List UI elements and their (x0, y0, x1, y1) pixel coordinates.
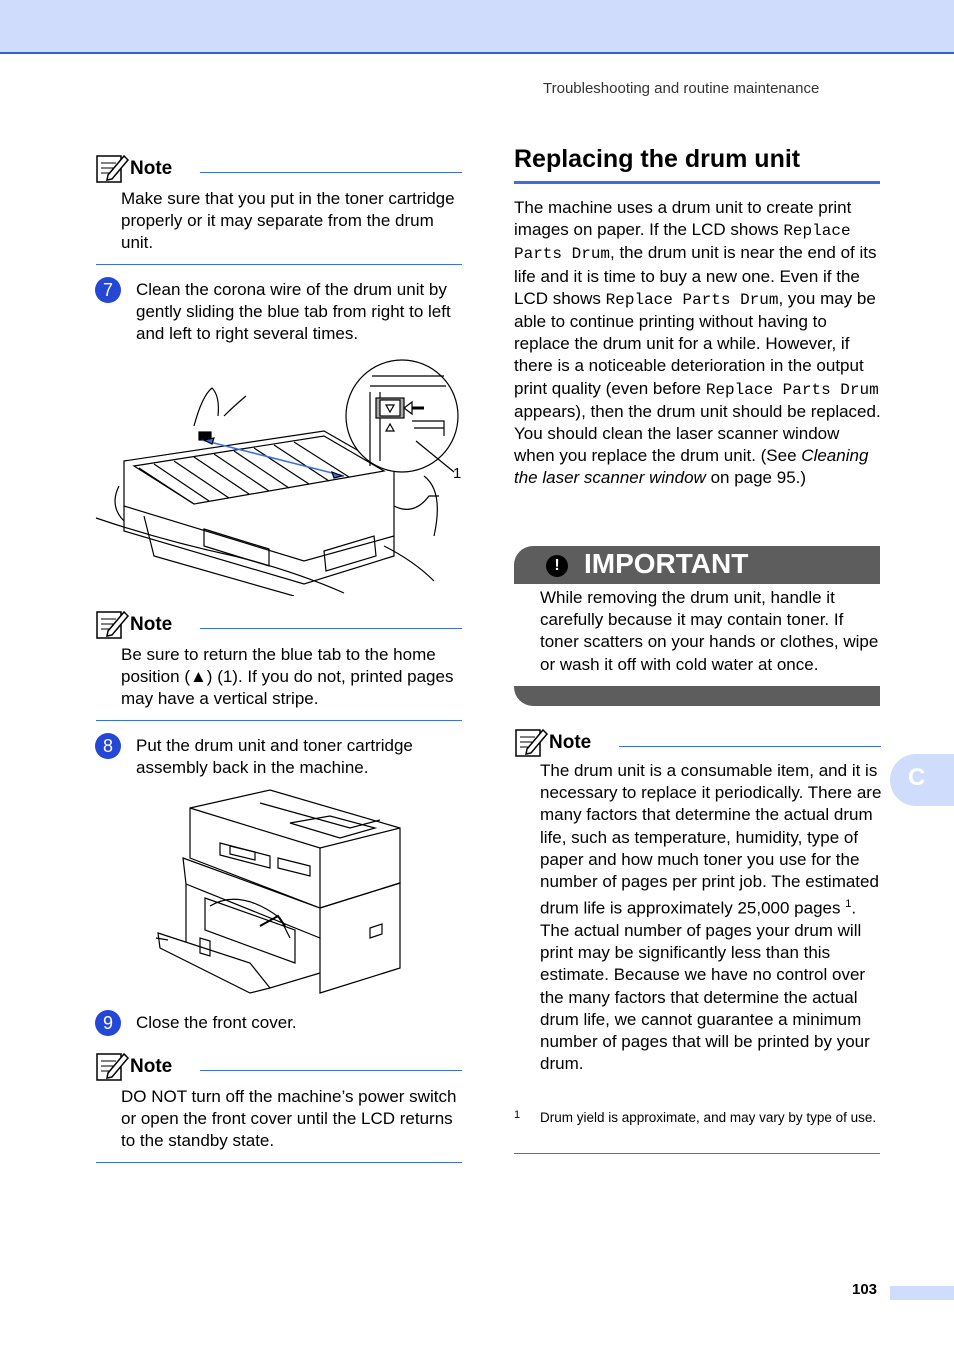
note-blue-tab (96, 609, 462, 724)
footnote-ref[interactable]: 1 (845, 898, 852, 911)
note-bottom-rule (514, 1153, 880, 1154)
para-text: The machine uses a drum unit to create print images on paper. If the LCD shows (514, 198, 852, 240)
step-9 (95, 1010, 461, 1040)
important-header (514, 546, 880, 584)
drum-unit-illustration (94, 356, 464, 596)
step-7 (95, 277, 461, 347)
note-body (540, 760, 882, 1076)
step-8 (95, 733, 461, 781)
page-number: 103 (852, 1281, 878, 1298)
step-text: Close the front cover. (136, 1013, 297, 1032)
intro-paragraph (514, 197, 882, 490)
note-pencil-icon (96, 609, 130, 639)
chapter-letter: C (908, 764, 926, 791)
note-rule (619, 746, 881, 747)
lcd-message: Replace Parts Drum (514, 222, 851, 264)
note-bottom-rule (96, 1162, 462, 1163)
section-heading: Replacing the drum unit (514, 145, 801, 173)
note-drum-life (515, 727, 881, 757)
exclamation-icon: ! (546, 555, 568, 577)
note-title: Note (130, 1056, 173, 1077)
note-text: . The actual number of pages your drum will print may be significantly less than this estimate. Because we have no control over the many factors that determine the actual drum life, we cannot guarantee a minimum number of pages that will be printed by your drum. (540, 898, 870, 1074)
note-rule (200, 1070, 462, 1071)
figure-callout-1: 1 (453, 465, 462, 482)
step-number: 9 (95, 1010, 121, 1036)
important-body: While removing the drum unit, handle it carefully because it may contain toner. If toner scatters on your hands or clothes, wipe or wash it off with cold water at once. (540, 588, 879, 674)
note-body: Be sure to return the blue tab to the home position (▲) (1). If you do not, printed pages may have a vertical stripe. (121, 645, 454, 708)
step-text: Put the drum unit and toner cartridge assembly back in the machine. (136, 736, 413, 777)
header-bar (0, 0, 954, 54)
step-number: 8 (95, 733, 121, 759)
note-bottom-rule (96, 720, 462, 721)
para-text: appears), then the drum unit should be replaced. You should clean the laser scanner window when you replace the drum unit. (See (514, 401, 881, 466)
printer-illustration (150, 788, 410, 998)
footnote-text: Drum yield is approximate, and may vary by type of use. (540, 1110, 877, 1125)
chapter-tab (890, 754, 954, 806)
para-text: on page 95.) (710, 468, 807, 488)
heading-rule (514, 181, 880, 184)
para-text: , you may be able to continue printing without having to replace the drum unit for a while. However, if there is a noticeable deterioration in the output print quality (even before (514, 288, 876, 398)
lcd-message: Replace Parts Drum (605, 290, 779, 309)
note-pencil-icon (96, 1051, 130, 1081)
step-text: Clean the corona wire of the drum unit by gently sliding the blue tab from right to left and left to right several times. (136, 280, 451, 343)
note-pencil-icon (515, 727, 549, 757)
note-power-switch (96, 1051, 462, 1166)
note-rule (200, 172, 462, 173)
page-number-bar (890, 1286, 954, 1300)
note-toner-cartridge (96, 153, 462, 268)
lcd-message: Replace Parts Drum (705, 380, 879, 399)
note-title: Note (130, 158, 173, 179)
note-rule (200, 628, 462, 629)
note-text: The drum unit is a consumable item, and it is necessary to replace it periodically. There are many factors that determine the actual drum life, such as temperature, humidity, type of paper and how much toner you use for the number of pages per print job. The estimated drum life is approximately 25,000 pages (540, 761, 882, 918)
para-text: , the drum unit is near the end of its life and it is time to buy a new one. Even if the LCD shows (514, 243, 877, 308)
step-number: 7 (95, 277, 121, 303)
important-title: IMPORTANT (584, 548, 749, 579)
footnote-number: 1 (514, 1109, 521, 1121)
cross-reference[interactable]: Cleaning the laser scanner window (514, 446, 869, 488)
note-bottom-rule (96, 264, 462, 265)
important-footer (514, 686, 880, 706)
note-body: Make sure that you put in the toner cartridge properly or it may separate from the drum unit. (121, 189, 455, 252)
running-head: Troubleshooting and routine maintenance (543, 80, 820, 97)
note-pencil-icon (96, 153, 130, 183)
note-title: Note (130, 614, 173, 635)
note-title: Note (549, 732, 592, 753)
note-body: DO NOT turn off the machine’s power switch or open the front cover until the LCD returns to the standby state. (121, 1087, 457, 1150)
